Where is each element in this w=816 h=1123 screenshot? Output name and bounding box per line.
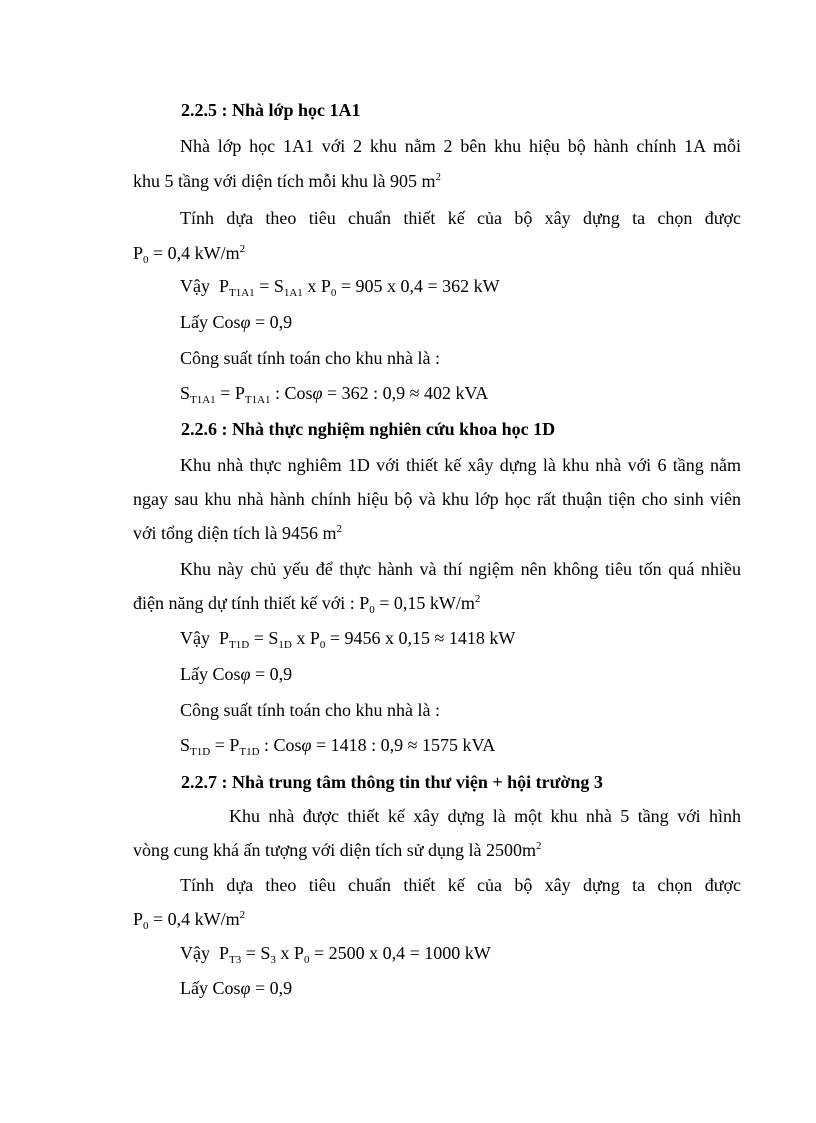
paragraph-line: Tính dựa theo tiêu chuẩn thiết kế của bộ xây dựng ta chọn được bbox=[180, 208, 741, 228]
section-heading-2-2-6: 2.2.6 : Nhà thực nghiệm nghiên cứu khoa học 1D bbox=[181, 419, 556, 439]
paragraph-line: Công suất tính toán cho khu nhà là : bbox=[180, 700, 440, 720]
formula-result: $S_{T1A1} = P_{T1A1}$ : Cosφ = 362 : 0,9 ≈ 402 kVA bbox=[180, 383, 489, 406]
paragraph-line: Khu nhà được thiết kế xây dựng là một khu nhà 5 tầng với hình bbox=[229, 806, 741, 826]
paragraph-line: Công suất tính toán cho khu nhà là : bbox=[180, 348, 440, 368]
section-heading-2-2-5: 2.2.5 : Nhà lớp học 1A1 bbox=[181, 100, 361, 120]
formula-p0: $P_0 = 0,4$ $kW/m^2$ bbox=[133, 909, 246, 932]
paragraph-line: với tổng diện tích là 9456 $m^2$ bbox=[133, 523, 342, 543]
formula-cos: Lấy Cosφ = 0,9 bbox=[180, 978, 293, 998]
formula-calc: Vậy $P_{T1A1} = S_{1A1}$ x $P_0 = 905$ x 0,4 = 362 kW bbox=[180, 276, 500, 299]
formula-cos: Lấy Cosφ = 0,9 bbox=[180, 664, 293, 684]
section-heading-2-2-7: 2.2.7 : Nhà trung tâm thông tin thư viện + hội trường 3 bbox=[181, 772, 603, 792]
formula-p0: điện năng dự tính thiết kế với : $P_0 = 0,15$ $kW/m^2$ bbox=[133, 593, 481, 616]
paragraph-line: Tính dựa theo tiêu chuẩn thiết kế của bộ xây dựng ta chọn được bbox=[180, 875, 741, 895]
formula-result: $S_{T1D} = P_{T1D}$ : Cosφ = 1418 : 0,9 ≈ 1575 kVA bbox=[180, 735, 496, 758]
paragraph-line: khu 5 tầng với diện tích mỗi khu là 905 $m^2$ bbox=[133, 171, 441, 191]
paragraph-line: ngay sau khu nhà hành chính hiệu bộ và khu lớp học rất thuận tiện cho sinh viên bbox=[133, 489, 741, 509]
formula-calc: Vậy $P_{T1D} = S_{1D}$ x $P_0 = 9456$ x 0,15 ≈ 1418 kW bbox=[180, 628, 516, 651]
paragraph-line: Nhà lớp học 1A1 với 2 khu nằm 2 bên khu hiệu bộ hành chính 1A mỗi bbox=[180, 136, 741, 156]
formula-cos: Lấy Cosφ = 0,9 bbox=[180, 312, 293, 332]
paragraph-line: Khu nhà thực nghiêm 1D với thiết kế xây dựng là khu nhà với 6 tầng nằm bbox=[180, 455, 741, 475]
formula-calc: Vậy $P_{T3} = S_3$ x $P_0 = 2500$ x 0,4 = 1000 kW bbox=[180, 943, 491, 966]
paragraph-line: Khu này chủ yếu để thực hành và thí ngiệm nên không tiêu tốn quá nhiều bbox=[180, 559, 741, 579]
paragraph-line: vòng cung khá ấn tượng với diện tích sử dụng là $2500m^2$ bbox=[133, 840, 542, 860]
formula-p0: $P_0 = 0,4$ $kW/m^2$ bbox=[133, 243, 246, 266]
